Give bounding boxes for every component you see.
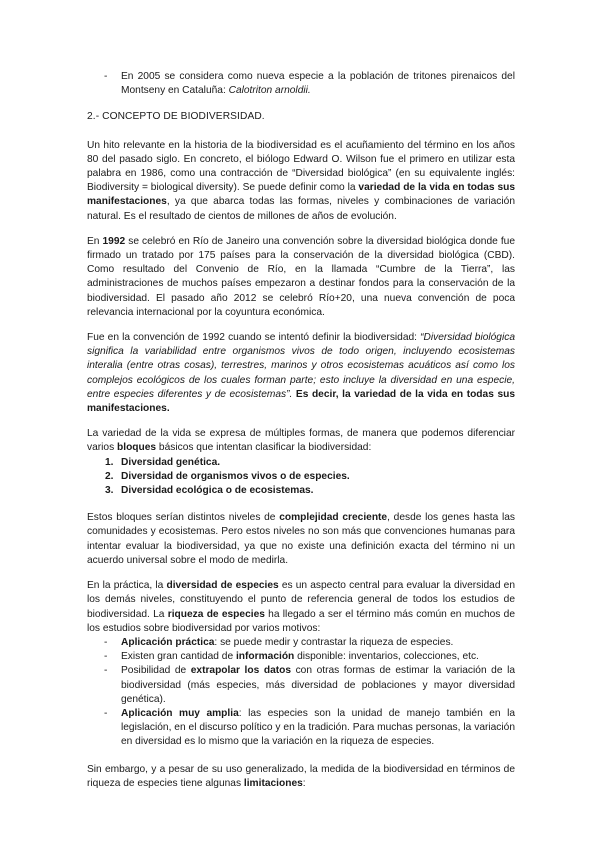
reason-item <box>87 636 515 650</box>
paragraph-definition <box>87 331 515 416</box>
p2-text-b: se celebró en Río de Janeiro una convención sobre la diversidad biológica donde fue firmado un tratado por 175 países para la conservación de la diversidad biológica (CBD). Como resultado del Convenio de Río, en la llamada “Cumbre de la Tierra”, las administraciones de muchos países empezaron a destinar fondos para la conservación de la biodiversidad. El pasado año 2012 se celebró Río+20, una nueva convención de poca relevancia internacional por la coyuntura económica. <box>87 235 515 318</box>
block-label: Diversidad genética. <box>121 456 221 468</box>
p2-bold: 1992 <box>102 235 126 247</box>
block-item <box>87 484 515 498</box>
p1-text-a: Un hito relevante en la historia de la biodiversidad es el acuñamiento del término en los años 80 del pasado siglo. En concreto, el biólogo Edward O. Wilson fue el primero en utilizar esta palabra en 1986, como una contracción de “Diversidad biológica” (en su equivalente inglés: Biodiversity = biological diversity). Se puede definir como la <box>87 139 515 194</box>
block-label: Diversidad ecológica o de ecosistemas. <box>121 485 314 497</box>
p3-quote: “Diversidad biológica significa la variabilidad entre organismos vivos de todo origen, incluyendo ecosistemas interalia (entre otras cosas), terrestres, marinos y otros ecosistemas acuáticos así como los complejos ecológicos de los cuales forman parte; esto incluye la diversidad en una especie, entre especies diferentes y de ecosistemas”. <box>87 332 515 400</box>
p4-bold: bloques <box>117 442 157 454</box>
bullet-dash: - <box>104 71 108 82</box>
reason-post: : se puede medir y contrastar la riqueza de especies. <box>214 636 454 648</box>
bullet-dash: - <box>104 636 108 648</box>
paragraph-blocks-intro <box>87 427 515 455</box>
p1-bold: variedad de la vida en todas sus manifestaciones <box>87 182 515 208</box>
bullet-dash: - <box>104 707 108 719</box>
paragraph-complexity <box>87 511 515 568</box>
intro-bullet-text: En 2005 se considera como nueva especie a la población de tritones pirenaicos del Montseny en Cataluña: <box>121 71 515 97</box>
section-heading: 2.- CONCEPTO DE BIODIVERSIDAD. <box>87 111 265 123</box>
bullet-dash: - <box>104 651 108 663</box>
document-page <box>87 70 515 791</box>
intro-bullet <box>87 70 515 98</box>
reason-pre: Existen gran cantidad de <box>121 651 236 663</box>
paragraph-rio <box>87 235 515 320</box>
p2-text-a: En <box>87 235 103 247</box>
p7-bold: limitaciones <box>243 777 303 789</box>
block-label: Diversidad de organismos vivos o de especies. <box>121 470 350 482</box>
p3-bold: Es decir, la variedad de la vida en todas sus manifestaciones. <box>87 388 515 415</box>
reason-pre: Posibilidad de <box>121 665 191 677</box>
p1-text-b: , ya que abarca todas las formas, niveles y combinaciones de variación natural. Es el resultado de cientos de millones de años de evolución. <box>87 196 515 222</box>
reason-bold: Aplicación muy amplia <box>121 707 239 719</box>
paragraph-history <box>87 139 515 224</box>
p7-text-b: : <box>302 777 306 789</box>
reason-item <box>87 664 515 707</box>
species-name: Calotriton arnoldii. <box>228 85 311 97</box>
block-number: 1. <box>105 456 114 468</box>
p6-text-c: ha llegado a ser el término más común en muchos de los estudios sobre biodiversidad por varios motivos: <box>87 608 515 634</box>
reason-bold: extrapolar los datos <box>190 665 292 677</box>
p6-text-a: En la práctica, la <box>87 580 167 592</box>
block-number: 3. <box>105 485 114 497</box>
p3-text-a: Fue en la convención de 1992 cuando se intentó definir la biodiversidad: <box>87 332 421 344</box>
block-number: 2. <box>105 470 114 482</box>
p7-text-a: Sin embargo, y a pesar de su uso generalizado, la medida de la biodiversidad en términos de riqueza de especies tiene algunas <box>87 763 515 789</box>
paragraph-limitations <box>87 763 515 791</box>
p6-bold-1: diversidad de especies <box>166 580 279 592</box>
reason-post: con otras formas de estimar la variación de la biodiversidad (más especies, más diversidad de poblaciones y mayor diversidad genética). <box>121 665 515 705</box>
p5-text-a: Estos bloques serían distintos niveles de <box>87 512 280 524</box>
reason-item <box>87 650 515 664</box>
p6-bold-2: riqueza de especies <box>167 608 265 620</box>
bullet-dash: - <box>104 665 108 677</box>
block-item <box>87 470 515 484</box>
reason-post: : las especies son la unidad de manejo también en la legislación, en el discurso político y en la tradición. Para muchas personas, la variación en diversidad es lo mismo que la variación en la riqueza de especies. <box>121 707 516 748</box>
p4-text-b: básicos que intentan clasificar la biodiversidad: <box>156 442 372 454</box>
reason-post: disponible: inventarios, colecciones, etc. <box>294 651 479 663</box>
p4-text-a: La variedad de la vida se expresa de múltiples formas, de manera que podemos diferenciar varios <box>87 428 515 454</box>
reason-bold: Aplicación práctica <box>121 636 215 648</box>
p5-text-b: , desde los genes hasta las comunidades y ecosistemas. Pero estos niveles no son más que convenciones humanas para intentar evaluar la biodiversidad, ya que no existe una definición exacta del término ni un acuerdo universal sobre el modo de medirla. <box>87 512 516 566</box>
paragraph-species <box>87 579 515 636</box>
reason-bold: información <box>235 651 295 663</box>
p6-text-b: es un aspecto central para evaluar la diversidad en los demás niveles, constituyendo el punto de referencia general de todos los estudios de biodiversidad. La <box>87 580 515 620</box>
p5-bold: complejidad creciente <box>279 512 388 524</box>
block-item <box>87 456 515 470</box>
reason-item <box>87 707 515 750</box>
